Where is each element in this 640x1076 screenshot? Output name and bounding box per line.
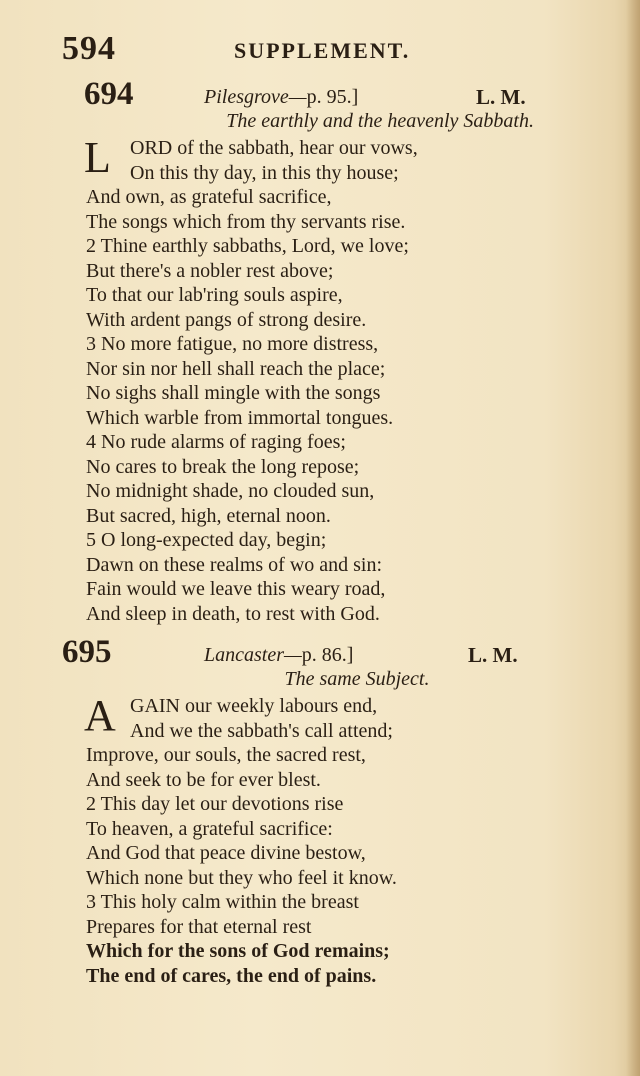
hymn-number: 694 [84, 76, 134, 112]
page-gutter-shadow [626, 0, 640, 1076]
hymn-line: And own, as grateful sacrifice, [86, 186, 332, 208]
hymn-line: And God that peace divine bestow, [86, 842, 366, 864]
hymn-line: And sleep in death, to rest with God. [86, 602, 380, 625]
hymn-heading [62, 634, 542, 672]
hymn-line: 3 This holy calm within the breast [86, 891, 359, 913]
tune-reference [204, 644, 353, 667]
drop-cap: L [84, 133, 111, 182]
hymn-lines [62, 691, 542, 988]
hymn-line: 2 Thine earthly sabbaths, Lord, we love; [86, 235, 409, 257]
hymn-line-text: GAIN our weekly labours end, [130, 695, 378, 717]
hymn-line: Nor sin nor hell shall reach the place; [86, 357, 386, 380]
tune-name: Pilesgrove— [204, 86, 307, 108]
tune-reference [204, 86, 358, 109]
hymn-line: 3 No more fatigue, no more distress, [86, 333, 379, 355]
hymn-line: Improve, our souls, the sacred rest, [86, 744, 366, 766]
hymn-line: No cares to break the long repose; [86, 455, 360, 478]
hymn-lines [62, 133, 542, 626]
hymn-line: With ardent pangs of strong desire. [86, 308, 367, 331]
hymn-694 [62, 76, 542, 626]
page-number: 594 [62, 30, 116, 67]
hymn-line: Fain would we leave this weary road, [86, 578, 386, 600]
meter: L. M. [476, 85, 526, 109]
hymn-line: Prepares for that eternal rest [86, 915, 312, 938]
hymn-line: And we the sabbath's call attend; [130, 719, 393, 742]
hymn-line: Which warble from immortal tongues. [86, 406, 394, 429]
hymn-line: 5 O long-expected day, begin; [86, 529, 327, 551]
hymn-line: To heaven, a grateful sacrifice: [86, 817, 333, 840]
hymn-line: Which for the sons of God remains; [86, 940, 390, 962]
tune-page-ref: p. 86.] [301, 644, 354, 666]
tune-page-ref: p. 95.] [306, 86, 359, 108]
hymn-line: No sighs shall mingle with the songs [86, 382, 381, 404]
hymn-695 [62, 634, 542, 988]
tune-name: Lancaster— [204, 644, 302, 666]
hymn-line: 4 No rude alarms of raging foes; [86, 431, 346, 453]
hymn-line-text: ORD of the sabbath, hear our vows, [130, 137, 418, 159]
hymn-line: Dawn on these realms of wo and sin: [86, 553, 383, 576]
hymn-subject: The earthly and the heavenly Sabbath. [226, 110, 534, 132]
hymn-line: But sacred, high, eternal noon. [86, 504, 331, 527]
hymn-line: The end of cares, the end of pains. [86, 964, 377, 987]
drop-cap: A [84, 691, 116, 740]
hymn-line: 2 This day let our devotions rise [86, 793, 344, 815]
hymn-number: 695 [62, 634, 112, 670]
hymn-heading [62, 76, 542, 114]
hymn-line: On this thy day, in this thy house; [130, 161, 399, 184]
hymn-line: But there's a nobler rest above; [86, 259, 334, 282]
hymn-subject: The same Subject. [284, 668, 430, 690]
hymn-line: To that our lab'ring souls aspire, [86, 284, 343, 306]
hymn-line: Which none but they who feel it know. [86, 866, 397, 889]
hymn-line: And seek to be for ever blest. [86, 768, 321, 791]
hymn-line: No midnight shade, no clouded sun, [86, 480, 375, 502]
page-header [62, 30, 462, 66]
meter: L. M. [468, 643, 518, 667]
running-title: SUPPLEMENT. [234, 38, 411, 63]
hymn-line: The songs which from thy servants rise. [86, 210, 406, 233]
